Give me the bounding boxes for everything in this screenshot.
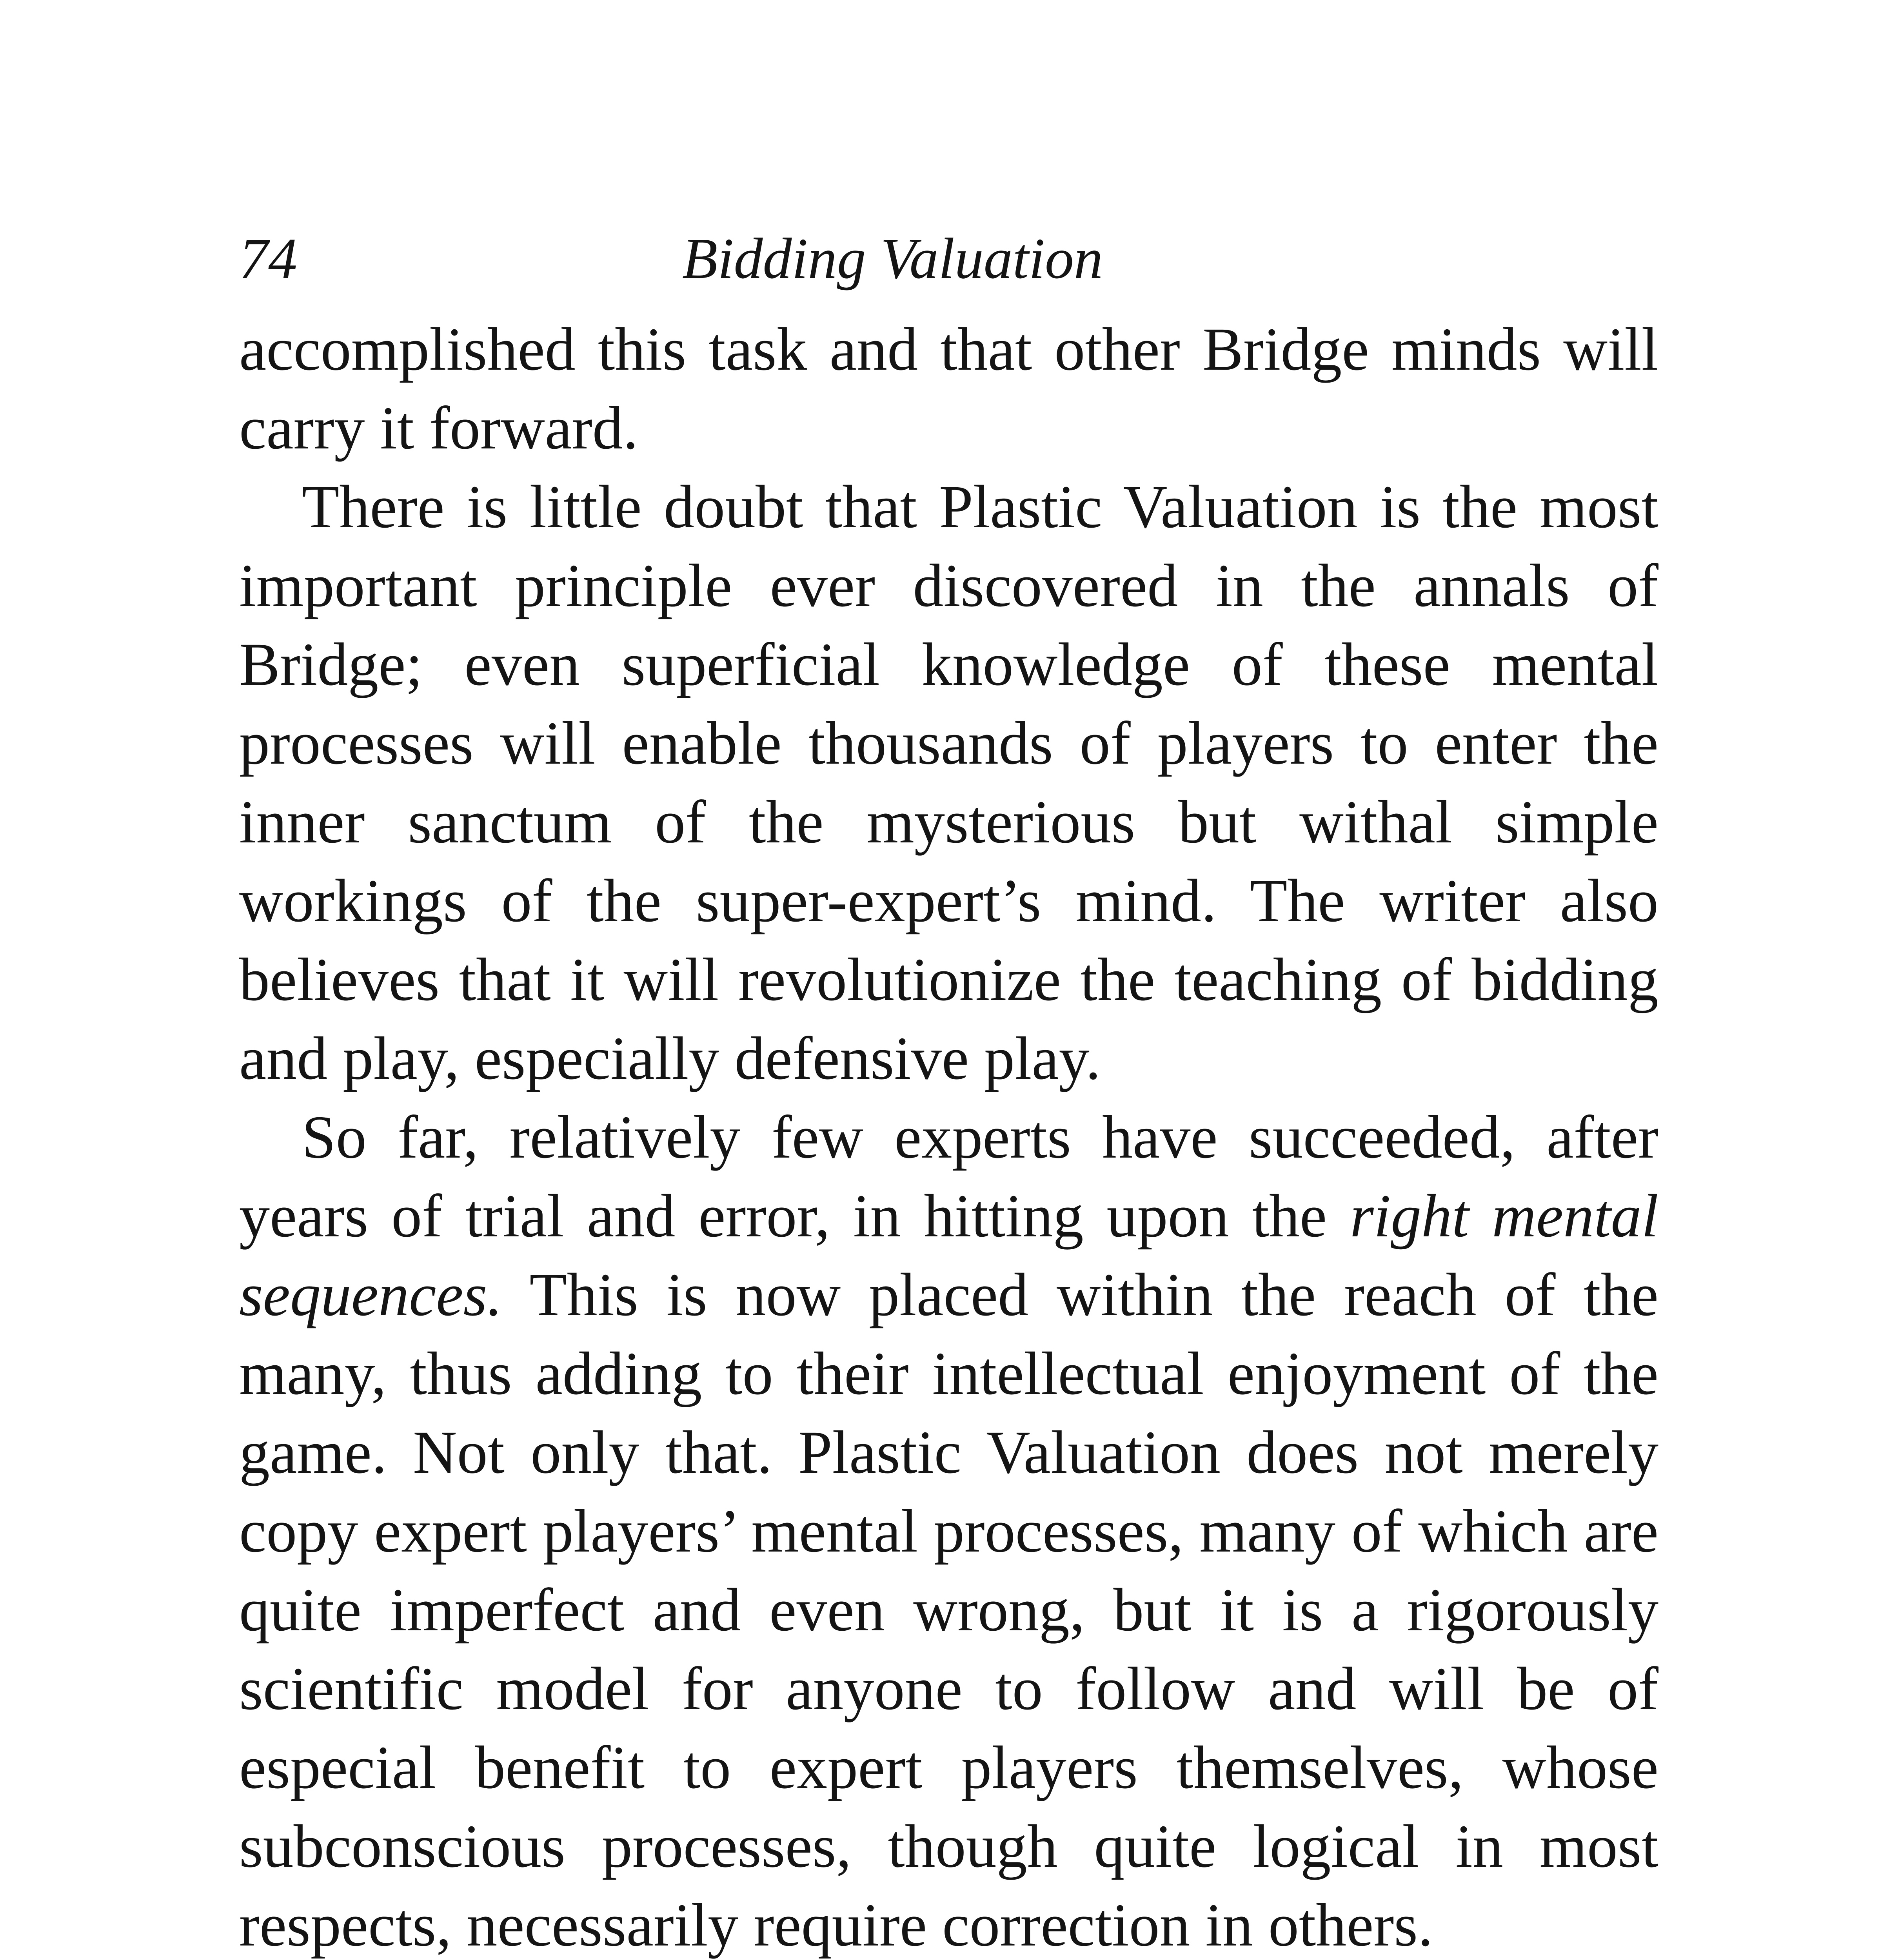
running-title: Bidding Valuation (682, 227, 1103, 291)
paragraph-mental-sequences (239, 1098, 1658, 1960)
italic-phrase: right mental sequences. (239, 1182, 1658, 1328)
paragraph-text: This is now placed within the reach of the many, thus adding to their intellectual enjoyment of the game. Not only that. Plastic Valuation does not merely copy expert players’ mental processes, many of which are quite imperfect and even wrong, but it is a rigorously scientific model for anyone to follow and will be of especial benefit to expert players themselves, whose subconscious processes, though quite logical in most respects, necessarily require correction in others. (239, 1261, 1658, 1959)
body-text (239, 310, 1658, 1960)
paragraph-continuation: accomplished this task and that other Bridge minds will carry it forward. (239, 315, 1658, 462)
paragraph-text: So far, relatively few experts have succeeded, after years of trial and error, in hitting upon the (239, 1103, 1658, 1250)
running-head (239, 220, 1658, 298)
page-number: 74 (239, 227, 297, 291)
paragraph-plastic-valuation-importance: There is little doubt that Plastic Valuation is the most important principle ever discovered in the annals of Bridge; even superficial knowledge of these mental processes will enable thousands of players to enter the inner sanctum of the mysterious but withal simple workings of the super-expert’s mind. The writer also believes that it will revolutionize the teaching of bidding and play, especially defensive play. (239, 473, 1658, 1092)
